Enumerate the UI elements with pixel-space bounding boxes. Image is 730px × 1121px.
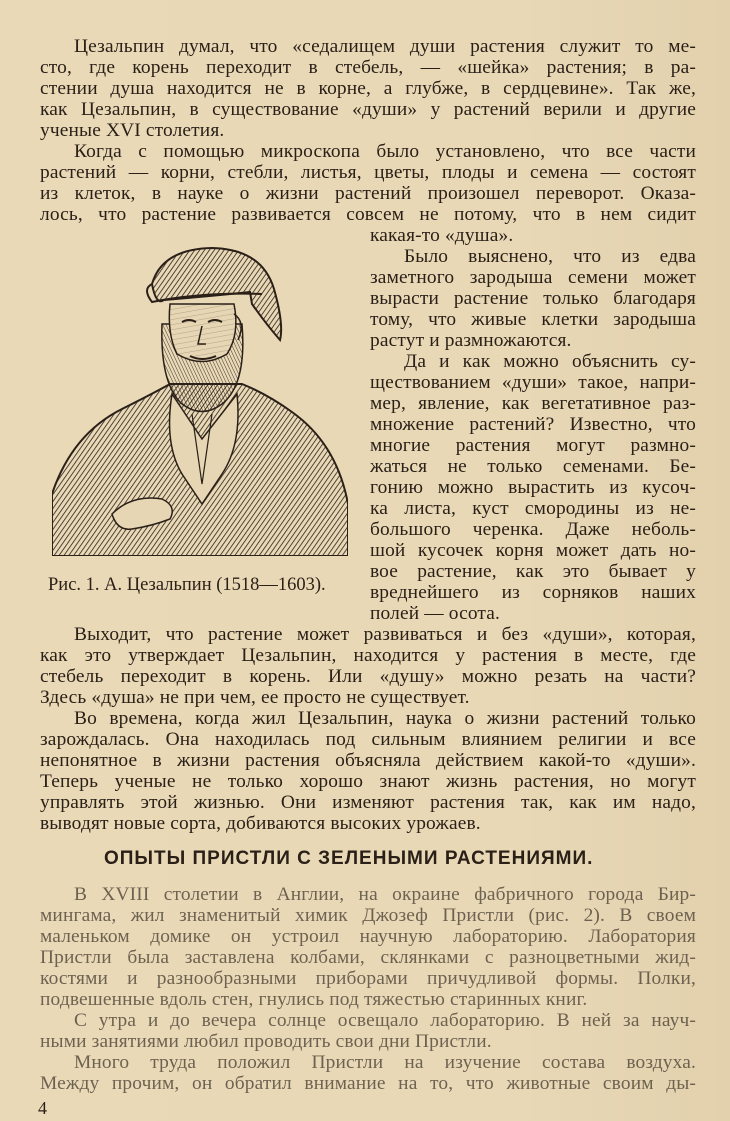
text-line: Цезальпин думал, что «седалищем души растения служит то ме- bbox=[74, 36, 696, 57]
text-line: управлять этой жизнью. Они изменяют растения так, как им надо, bbox=[40, 792, 696, 813]
text-line: подвешенные вдоль стен, гнулись под тяжестью старинных книг. bbox=[40, 989, 588, 1010]
text-line: Когда с помощью микроскопа было установлено, что все части bbox=[74, 141, 696, 162]
text-line: многие растения могут размно- bbox=[370, 435, 696, 456]
text-line: гонию можно вырастить из кусоч- bbox=[370, 477, 696, 498]
text-line: вое растение, как это бывает у bbox=[370, 561, 696, 582]
text-line: Выходит, что растение может развиваться и без «души», которая, bbox=[74, 624, 696, 645]
text-line: маленьком домике он устроил научную лабораторию. Лаборатория bbox=[40, 926, 696, 947]
text-line: зарождалась. Она находилась под сильным влиянием религии и все bbox=[40, 729, 696, 750]
text-line: стении душа находится не в корне, а глубже, в сердцевине». Так же, bbox=[40, 78, 696, 99]
text-line: растут и размножаются. bbox=[370, 330, 572, 351]
section-heading: ОПЫТЫ ПРИСТЛИ С ЗЕЛЕНЫМИ РАСТЕНИЯМИ. bbox=[104, 848, 594, 869]
text-line: как Цезальпин, в существование «души» у растений верили и другие bbox=[40, 99, 696, 120]
text-line: мингама, жил знаменитый химик Джозеф Пристли (рис. 2). В своем bbox=[40, 905, 696, 926]
text-line: Пристли была заставлена колбами, склянками с разноцветными жид- bbox=[40, 947, 696, 968]
page-number: 4 bbox=[38, 1098, 47, 1118]
text-line: мер, явление, как вегетативное раз- bbox=[370, 393, 696, 414]
text-line: тому, что живые клетки зародыша bbox=[370, 309, 696, 330]
text-line: непонятное в жизни растения объясняла действием какой-то «души». bbox=[40, 750, 696, 771]
text-line: из клеток, в науке о жизни растений произошел переворот. Оказа- bbox=[40, 183, 696, 204]
text-line: заметного зародыша семени может bbox=[370, 267, 696, 288]
text-line: костями и разнообразными приборами причудливой формы. Полки, bbox=[40, 968, 696, 989]
text-line: как это утверждает Цезальпин, находится у растения в месте, где bbox=[40, 645, 696, 666]
text-line: Теперь ученые не только хорошо знают жизнь растения, но могут bbox=[40, 771, 696, 792]
text-line: жаться не только семенами. Бе- bbox=[370, 456, 696, 477]
text-line: шой кусочек корня может дать но- bbox=[370, 540, 696, 561]
text-line: стебель переходит в корень. Или «душу» можно резать на части? bbox=[40, 666, 696, 687]
text-line: Во времена, когда жил Цезальпин, наука о жизни растений только bbox=[74, 708, 696, 729]
text-line: какая-то «душа». bbox=[370, 225, 514, 246]
text-line: ка листа, куст смородины из не- bbox=[370, 498, 696, 519]
text-line: ными занятиями любил проводить свои дни Пристли. bbox=[40, 1031, 492, 1052]
text-line: С утра и до вечера солнце освещало лабораторию. В ней за науч- bbox=[74, 1010, 696, 1031]
text-line: множение растений? Известно, что bbox=[370, 414, 696, 435]
text-line: Было выяснено, что из едва bbox=[404, 246, 696, 267]
text-line: вырасти растение только благодаря bbox=[370, 288, 696, 309]
text-line: Много труда положил Пристли на изучение состава воздуха. bbox=[74, 1052, 696, 1073]
text-line: Здесь «душа» не при чем, ее просто не существует. bbox=[40, 687, 470, 708]
engraved-portrait-icon bbox=[52, 244, 348, 556]
text-line: выводят новые сорта, добиваются высоких урожаев. bbox=[40, 813, 481, 834]
text-line: Да и как можно объяснить су- bbox=[404, 351, 696, 372]
text-line: сто, где корень переходит в стебель, — «шейка» растения; в ра- bbox=[40, 57, 696, 78]
text-line: ученые XVI столетия. bbox=[40, 120, 225, 141]
text-line: Между прочим, он обратил внимание на то, что животные своим ды- bbox=[40, 1073, 696, 1094]
text-line: растений — корни, стебли, листья, цветы, плоды и семена — состоят bbox=[40, 162, 696, 183]
text-line: В XVIII столетии в Англии, на окраине фабричного города Бир- bbox=[74, 884, 696, 905]
text-line: полей — осота. bbox=[370, 603, 501, 624]
text-line: большого черенка. Даже неболь- bbox=[370, 519, 696, 540]
text-line: лось, что растение развивается совсем не потому, что в нем сидит bbox=[40, 204, 696, 225]
figure-caption: Рис. 1. А. Цезальпин (1518—1603). bbox=[48, 575, 326, 595]
text-line: ществованием «души» такое, напри- bbox=[370, 372, 696, 393]
text-line: вреднейшего из сорняков наших bbox=[370, 582, 696, 603]
